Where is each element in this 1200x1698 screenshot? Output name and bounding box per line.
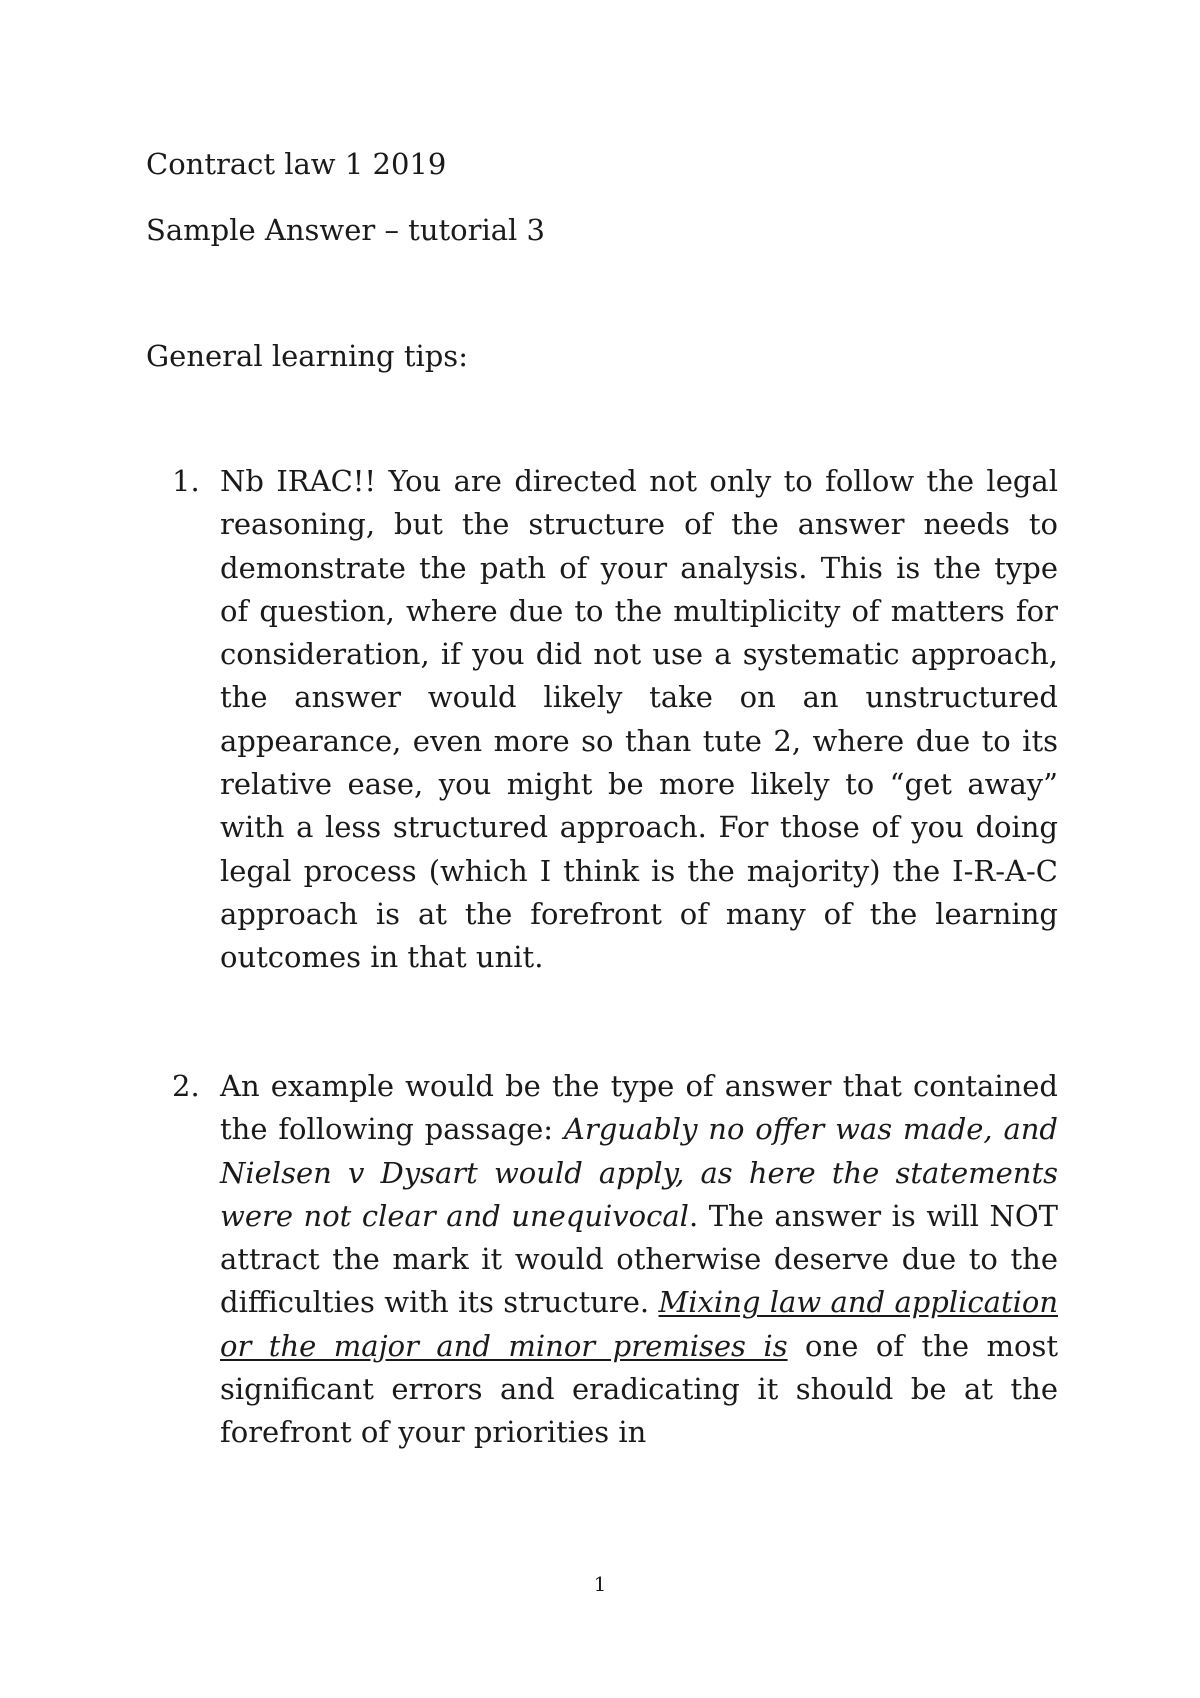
italic-passage: Arguably no offer was made, and Nielsen v Dysart would apply, as here the statements were not clear and unequivocal bbox=[220, 1112, 1058, 1233]
list-item-text-end: one of the most significant errors and eradicating it should be at the forefront of your priorities in bbox=[220, 1328, 1058, 1450]
list-item-text bbox=[220, 1065, 1058, 1455]
underlined-emphasis: Mixing law and application or the major and minor premises is bbox=[220, 1285, 1059, 1363]
page-number: 1 bbox=[593, 1572, 607, 1596]
document-title: Contract law 1 2019 bbox=[146, 147, 447, 181]
list-item-text-intro: An example would be the type of answer that contained the following passage: bbox=[220, 1069, 1058, 1147]
list-item-text-middle: . The answer is will NOT attract the mark it would otherwise deserve due to the difficulties with its structure. bbox=[220, 1198, 1058, 1320]
document-subtitle: Sample Answer – tutorial 3 bbox=[146, 213, 545, 247]
tips-heading: General learning tips: bbox=[146, 339, 468, 373]
list-item-number: 2. bbox=[172, 1069, 200, 1103]
list-item-number: 1. bbox=[172, 464, 200, 498]
list-item-text: Nb IRAC!! You are directed not only to follow the legal reasoning, but the structure of the answer needs to demonstrate the path of your analysis. This is the type of question, where due to the multiplicity of matters for consideration, if you did not use a systematic approach, the answer would likely take on an unstructured appearance, even more so than tute 2, where due to its relative ease, you might be more likely to “get away” with a less structured approach. For those of you doing legal process (which I think is the majority) the I-R-A-C approach is at the forefront of many of the learning outcomes in that unit. bbox=[220, 464, 1058, 975]
